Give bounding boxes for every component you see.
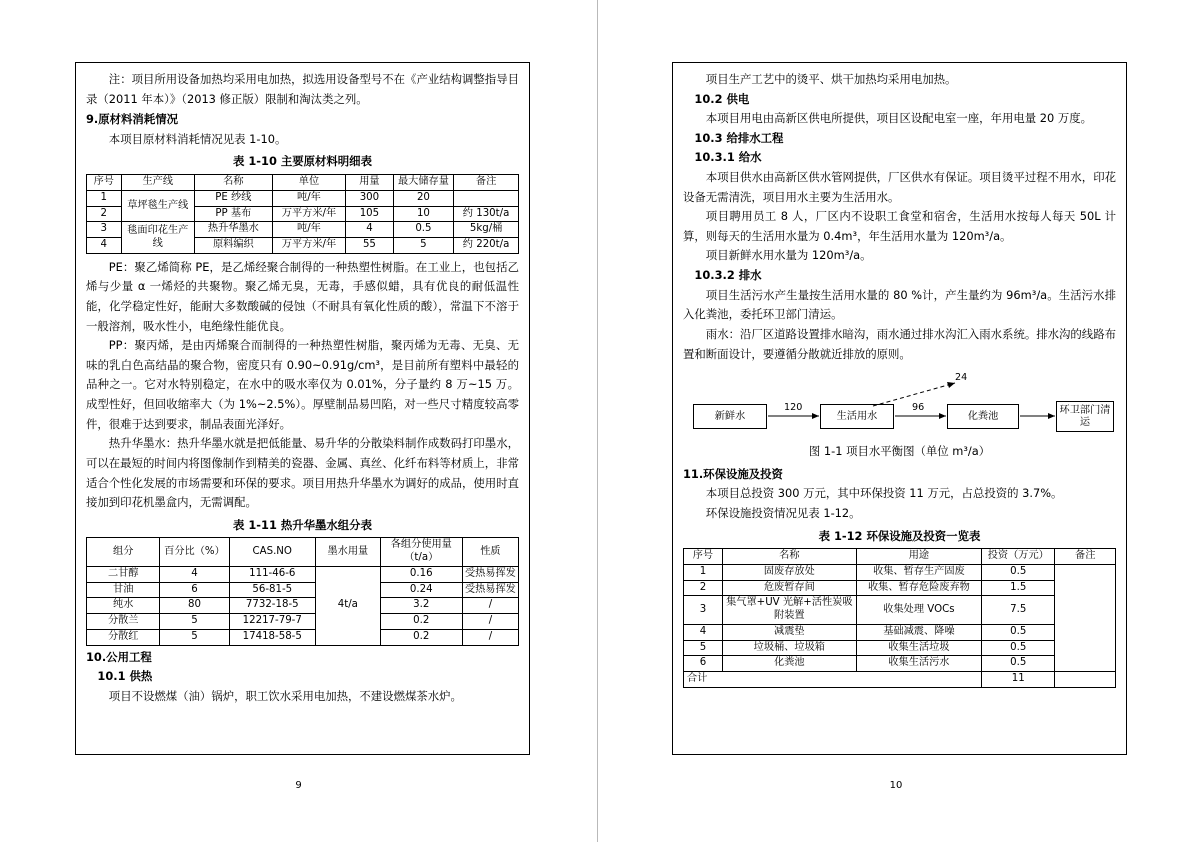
section-11-p2: 环保设施投资情况见表 1-12。 bbox=[705, 505, 861, 520]
equipment-note: 注：项目所用设备加热均采用电加热，拟选用设备型号不在《产业结构调整指导目录（2011 年本）》（2013 修正版）限制和淘汰类之列。 bbox=[86, 72, 519, 106]
cell-storage: 10 bbox=[393, 206, 453, 222]
th-seq: 序号 bbox=[684, 549, 723, 565]
flow-node-domestic-water: 生活用水 bbox=[820, 404, 894, 429]
cell-storage: 0.5 bbox=[393, 222, 453, 238]
cell-seq: 4 bbox=[684, 624, 723, 640]
table-header-row bbox=[87, 538, 519, 567]
th-seq: 序号 bbox=[87, 175, 122, 191]
cell-remark: 约 220t/a bbox=[454, 238, 519, 254]
th-amount: 用量 bbox=[346, 175, 394, 191]
table-row bbox=[87, 222, 519, 238]
cell-investment: 0.5 bbox=[982, 624, 1055, 640]
cell-purpose: 收集、暂存生产固废 bbox=[856, 564, 981, 580]
cell-investment: 1.5 bbox=[982, 580, 1055, 596]
cell-remark bbox=[1055, 564, 1116, 671]
figure-1-1-caption: 图 1-1 项目水平衡图（单位 m³/a） bbox=[808, 444, 991, 459]
th-unit: 单位 bbox=[272, 175, 345, 191]
page-right-content bbox=[683, 70, 1116, 688]
cell-property: / bbox=[462, 629, 518, 645]
table-row bbox=[87, 566, 519, 582]
cell-seq: 2 bbox=[87, 206, 122, 222]
cell-name: PP 基布 bbox=[194, 206, 272, 222]
cell-name: 热升华墨水 bbox=[194, 222, 272, 238]
section-11-p1: 本项目总投资 300 万元，其中环保投资 11 万元，占总投资的 3.7%。 bbox=[705, 486, 1063, 501]
table-1-11-caption: 表 1-11 热升华墨水组分表 bbox=[233, 517, 372, 532]
para-heating: 项目生产工艺中的烫平、烘干加热均采用电加热。 bbox=[705, 72, 957, 86]
cell-investment: 7.5 bbox=[982, 596, 1055, 625]
flow-edge-label-120: 120 bbox=[784, 402, 803, 414]
section-10-3-1-p3: 项目新鲜水用水量为 120m³/a。 bbox=[705, 248, 872, 263]
section-10-2-text: 本项目用电由高新区供电所提供，项目区设配电室一座，年用电量 20 万度。 bbox=[705, 111, 1093, 126]
cell-amount: 105 bbox=[346, 206, 394, 222]
table-row bbox=[684, 564, 1116, 580]
cell-usage: 0.2 bbox=[380, 614, 462, 630]
table-header-row bbox=[87, 175, 519, 191]
flow-edge-label-96: 96 bbox=[912, 402, 925, 414]
page-left bbox=[0, 0, 597, 842]
cell-seq: 4 bbox=[87, 238, 122, 254]
cell-cas: 7732-18-5 bbox=[229, 598, 315, 614]
table-1-10-caption: 表 1-10 主要原材料明细表 bbox=[233, 154, 372, 169]
cell-unit: 万平方米/年 bbox=[272, 238, 345, 254]
cell-percent: 6 bbox=[160, 582, 229, 598]
table-row bbox=[684, 640, 1116, 656]
cell-percent: 5 bbox=[160, 614, 229, 630]
cell-name: 减震垫 bbox=[722, 624, 856, 640]
cell-component: 纯水 bbox=[87, 598, 160, 614]
cell-cas: 111-46-6 bbox=[229, 566, 315, 582]
cell-name: 原料编织 bbox=[194, 238, 272, 254]
cell-amount: 300 bbox=[346, 190, 394, 206]
cell-name: 化粪池 bbox=[722, 656, 856, 672]
cell-investment: 0.5 bbox=[982, 640, 1055, 656]
table-row bbox=[684, 624, 1116, 640]
cell-unit: 万平方米/年 bbox=[272, 206, 345, 222]
flow-node-sanitation-transport: 环卫部门清运 bbox=[1056, 401, 1114, 432]
page-number-right: 10 bbox=[889, 780, 903, 791]
th-name: 名称 bbox=[722, 549, 856, 565]
para-ink: 热升华墨水：热升华墨水就是把低能量、易升华的分散染料制作成数码打印墨水，可以在最短的时间内将图像制作到精美的瓷器、金属、真丝、化纤布料等材质上，非常适合个性化发展的市场需要和环保的要求。项目用热升华墨水为调好的成品，使用时直接加到印花机墨盒内，无需调配。 bbox=[86, 436, 519, 510]
cell-remark: 5kg/桶 bbox=[454, 222, 519, 238]
water-balance-diagram bbox=[683, 370, 1116, 440]
section-10-1-text: 项目不设燃煤（油）锅炉，职工饮水采用电加热，不建设燃煤茶水炉。 bbox=[108, 688, 462, 703]
page-left-content bbox=[86, 70, 519, 706]
cell-total-remark bbox=[1055, 672, 1116, 688]
table-1-11 bbox=[86, 537, 519, 645]
cell-property: / bbox=[462, 598, 518, 614]
cell-line: 毯面印花生产线 bbox=[121, 222, 194, 254]
section-10-1-heading: 10.1 供热 bbox=[97, 669, 153, 684]
cell-investment: 0.5 bbox=[982, 656, 1055, 672]
th-line: 生产线 bbox=[121, 175, 194, 191]
table-row bbox=[684, 656, 1116, 672]
cell-purpose: 收集生活垃圾 bbox=[856, 640, 981, 656]
cell-seq: 6 bbox=[684, 656, 723, 672]
cell-seq: 5 bbox=[684, 640, 723, 656]
th-usage: 各组分使用量（t/a） bbox=[380, 538, 462, 567]
section-10-3-heading: 10.3 给排水工程 bbox=[694, 130, 784, 145]
cell-purpose: 收集处理 VOCs bbox=[856, 596, 981, 625]
cell-percent: 4 bbox=[160, 566, 229, 582]
th-remark: 备注 bbox=[1055, 549, 1116, 565]
cell-seq: 1 bbox=[87, 190, 122, 206]
table-row bbox=[87, 629, 519, 645]
th-name: 名称 bbox=[194, 175, 272, 191]
th-remark: 备注 bbox=[454, 175, 519, 191]
cell-purpose: 收集生活污水 bbox=[856, 656, 981, 672]
flow-node-septic-tank: 化粪池 bbox=[947, 404, 1019, 429]
section-10-3-2-p1: 项目生活污水产生量按生活用水量的 80 %计，产生量约为 96m³/a。生活污水排入化粪池，委托环卫部门清运。 bbox=[683, 287, 1116, 322]
cell-seq: 3 bbox=[87, 222, 122, 238]
cell-name: 集气罩+UV 光解+活性炭吸附装置 bbox=[722, 596, 856, 625]
table-1-10 bbox=[86, 174, 519, 254]
section-10-3-1-p2: 项目聘用员工 8 人，厂区内不设职工食堂和宿舍，生活用水按每人每天 50L 计算，则每天的生活用水量为 0.4m³，年生活用水量为 120m³/a。 bbox=[683, 209, 1116, 243]
cell-seq: 1 bbox=[684, 564, 723, 580]
cell-line: 草坪毯生产线 bbox=[121, 190, 194, 222]
cell-storage: 20 bbox=[393, 190, 453, 206]
section-10-3-1-heading: 10.3.1 给水 bbox=[694, 150, 762, 165]
cell-name: PE 纱线 bbox=[194, 190, 272, 206]
cell-investment: 0.5 bbox=[982, 564, 1055, 580]
cell-usage: 3.2 bbox=[380, 598, 462, 614]
section-10-3-2-heading: 10.3.2 排水 bbox=[694, 268, 762, 283]
cell-name: 危废暂存间 bbox=[722, 580, 856, 596]
flow-node-freshwater: 新鲜水 bbox=[693, 404, 767, 429]
cell-unit: 吨/年 bbox=[272, 222, 345, 238]
th-percent: 百分比（%） bbox=[160, 538, 229, 567]
page-number-left: 9 bbox=[295, 780, 302, 791]
cell-purpose: 收集、暂存危险废弃物 bbox=[856, 580, 981, 596]
th-ink-amount: 墨水用量 bbox=[315, 538, 380, 567]
cell-component: 二甘醇 bbox=[87, 566, 160, 582]
cell-percent: 5 bbox=[160, 629, 229, 645]
th-component: 组分 bbox=[87, 538, 160, 567]
table-row bbox=[87, 614, 519, 630]
cell-property: 受热易挥发 bbox=[462, 582, 518, 598]
para-pp: PP：聚丙烯，是由丙烯聚合而制得的一种热塑性树脂，聚丙烯为无毒、无臭、无味的乳白色高结晶的聚合物，密度只有 0.90~0.91g/cm³，是目前所有塑料中最轻的品种之一。它对水特别稳定，在水中的吸水率仅为 0.01%，分子量约 8 万~15 万。成型性好，但回收缩率大（为 1%~2.5%）。厚壁制品易凹陷，对一些尺寸精度较高零件，很难于达到要求，制品表面光泽好。 bbox=[86, 338, 519, 431]
cell-ink-amount: 4t/a bbox=[315, 566, 380, 645]
table-row bbox=[87, 190, 519, 206]
section-10-3-1-p1: 本项目供水由高新区供水管网提供，厂区供水有保证。项目烫平过程不用水，印花设备无需清洗，项目用水主要为生活用水。 bbox=[683, 170, 1116, 204]
cell-component: 分散兰 bbox=[87, 614, 160, 630]
cell-storage: 5 bbox=[393, 238, 453, 254]
th-property: 性质 bbox=[462, 538, 518, 567]
table-1-12-caption: 表 1-12 环保设施及投资一览表 bbox=[818, 528, 981, 543]
cell-usage: 0.24 bbox=[380, 582, 462, 598]
flow-edge-label-24: 24 bbox=[955, 372, 968, 384]
cell-cas: 12217-79-7 bbox=[229, 614, 315, 630]
section-10-heading: 10.公用工程 bbox=[86, 649, 152, 664]
cell-name: 垃圾桶、垃圾箱 bbox=[722, 640, 856, 656]
cell-total-label: 合计 bbox=[684, 672, 982, 688]
th-purpose: 用途 bbox=[856, 549, 981, 565]
section-9-intro: 本项目原材料消耗情况见表 1-10。 bbox=[108, 131, 287, 146]
cell-cas: 56-81-5 bbox=[229, 582, 315, 598]
table-total-row bbox=[684, 672, 1116, 688]
section-10-2-heading: 10.2 供电 bbox=[694, 91, 750, 106]
page-right bbox=[597, 0, 1195, 842]
cell-property: / bbox=[462, 614, 518, 630]
cell-property: 受热易挥发 bbox=[462, 566, 518, 582]
cell-usage: 0.16 bbox=[380, 566, 462, 582]
table-row bbox=[684, 596, 1116, 625]
cell-amount: 4 bbox=[346, 222, 394, 238]
cell-remark: 约 130t/a bbox=[454, 206, 519, 222]
para-pe: PE：聚乙烯简称 PE，是乙烯经聚合制得的一种热塑性树脂。在工业上，也包括乙烯与少量 α 一烯烃的共聚物。聚乙烯无臭，无毒，手感似蜡，具有优良的耐低温性能，化学稳定性好，能耐大多数酸碱的侵蚀（不耐具有氧化性质的酸），常温下不溶于一般溶剂，吸水性小，电绝缘性能优良。 bbox=[86, 259, 519, 333]
cell-component: 分散红 bbox=[87, 629, 160, 645]
section-11-heading: 11.环保设施及投资 bbox=[683, 466, 783, 481]
cell-cas: 17418-58-5 bbox=[229, 629, 315, 645]
section-10-3-2-p2: 雨水：沿厂区道路设置排水暗沟，雨水通过排水沟汇入雨水系统。排水沟的线路布置和断面设计，要遵循分散就近排放的原则。 bbox=[683, 326, 1116, 361]
cell-purpose: 基础减震、降噪 bbox=[856, 624, 981, 640]
cell-name: 固废存放处 bbox=[722, 564, 856, 580]
cell-component: 甘油 bbox=[87, 582, 160, 598]
cell-seq: 2 bbox=[684, 580, 723, 596]
section-9-heading: 9.原材料消耗情况 bbox=[86, 112, 178, 127]
cell-unit: 吨/年 bbox=[272, 190, 345, 206]
cell-amount: 55 bbox=[346, 238, 394, 254]
table-row bbox=[87, 598, 519, 614]
table-header-row bbox=[684, 549, 1116, 565]
table-row bbox=[684, 580, 1116, 596]
cell-percent: 80 bbox=[160, 598, 229, 614]
th-cas: CAS.NO bbox=[229, 538, 315, 567]
th-storage: 最大储存量 bbox=[393, 175, 453, 191]
cell-seq: 3 bbox=[684, 596, 723, 625]
cell-remark bbox=[454, 190, 519, 206]
table-1-12 bbox=[683, 548, 1116, 688]
th-investment: 投资（万元） bbox=[982, 549, 1055, 565]
cell-total-value: 11 bbox=[982, 672, 1055, 688]
table-row bbox=[87, 582, 519, 598]
cell-usage: 0.2 bbox=[380, 629, 462, 645]
